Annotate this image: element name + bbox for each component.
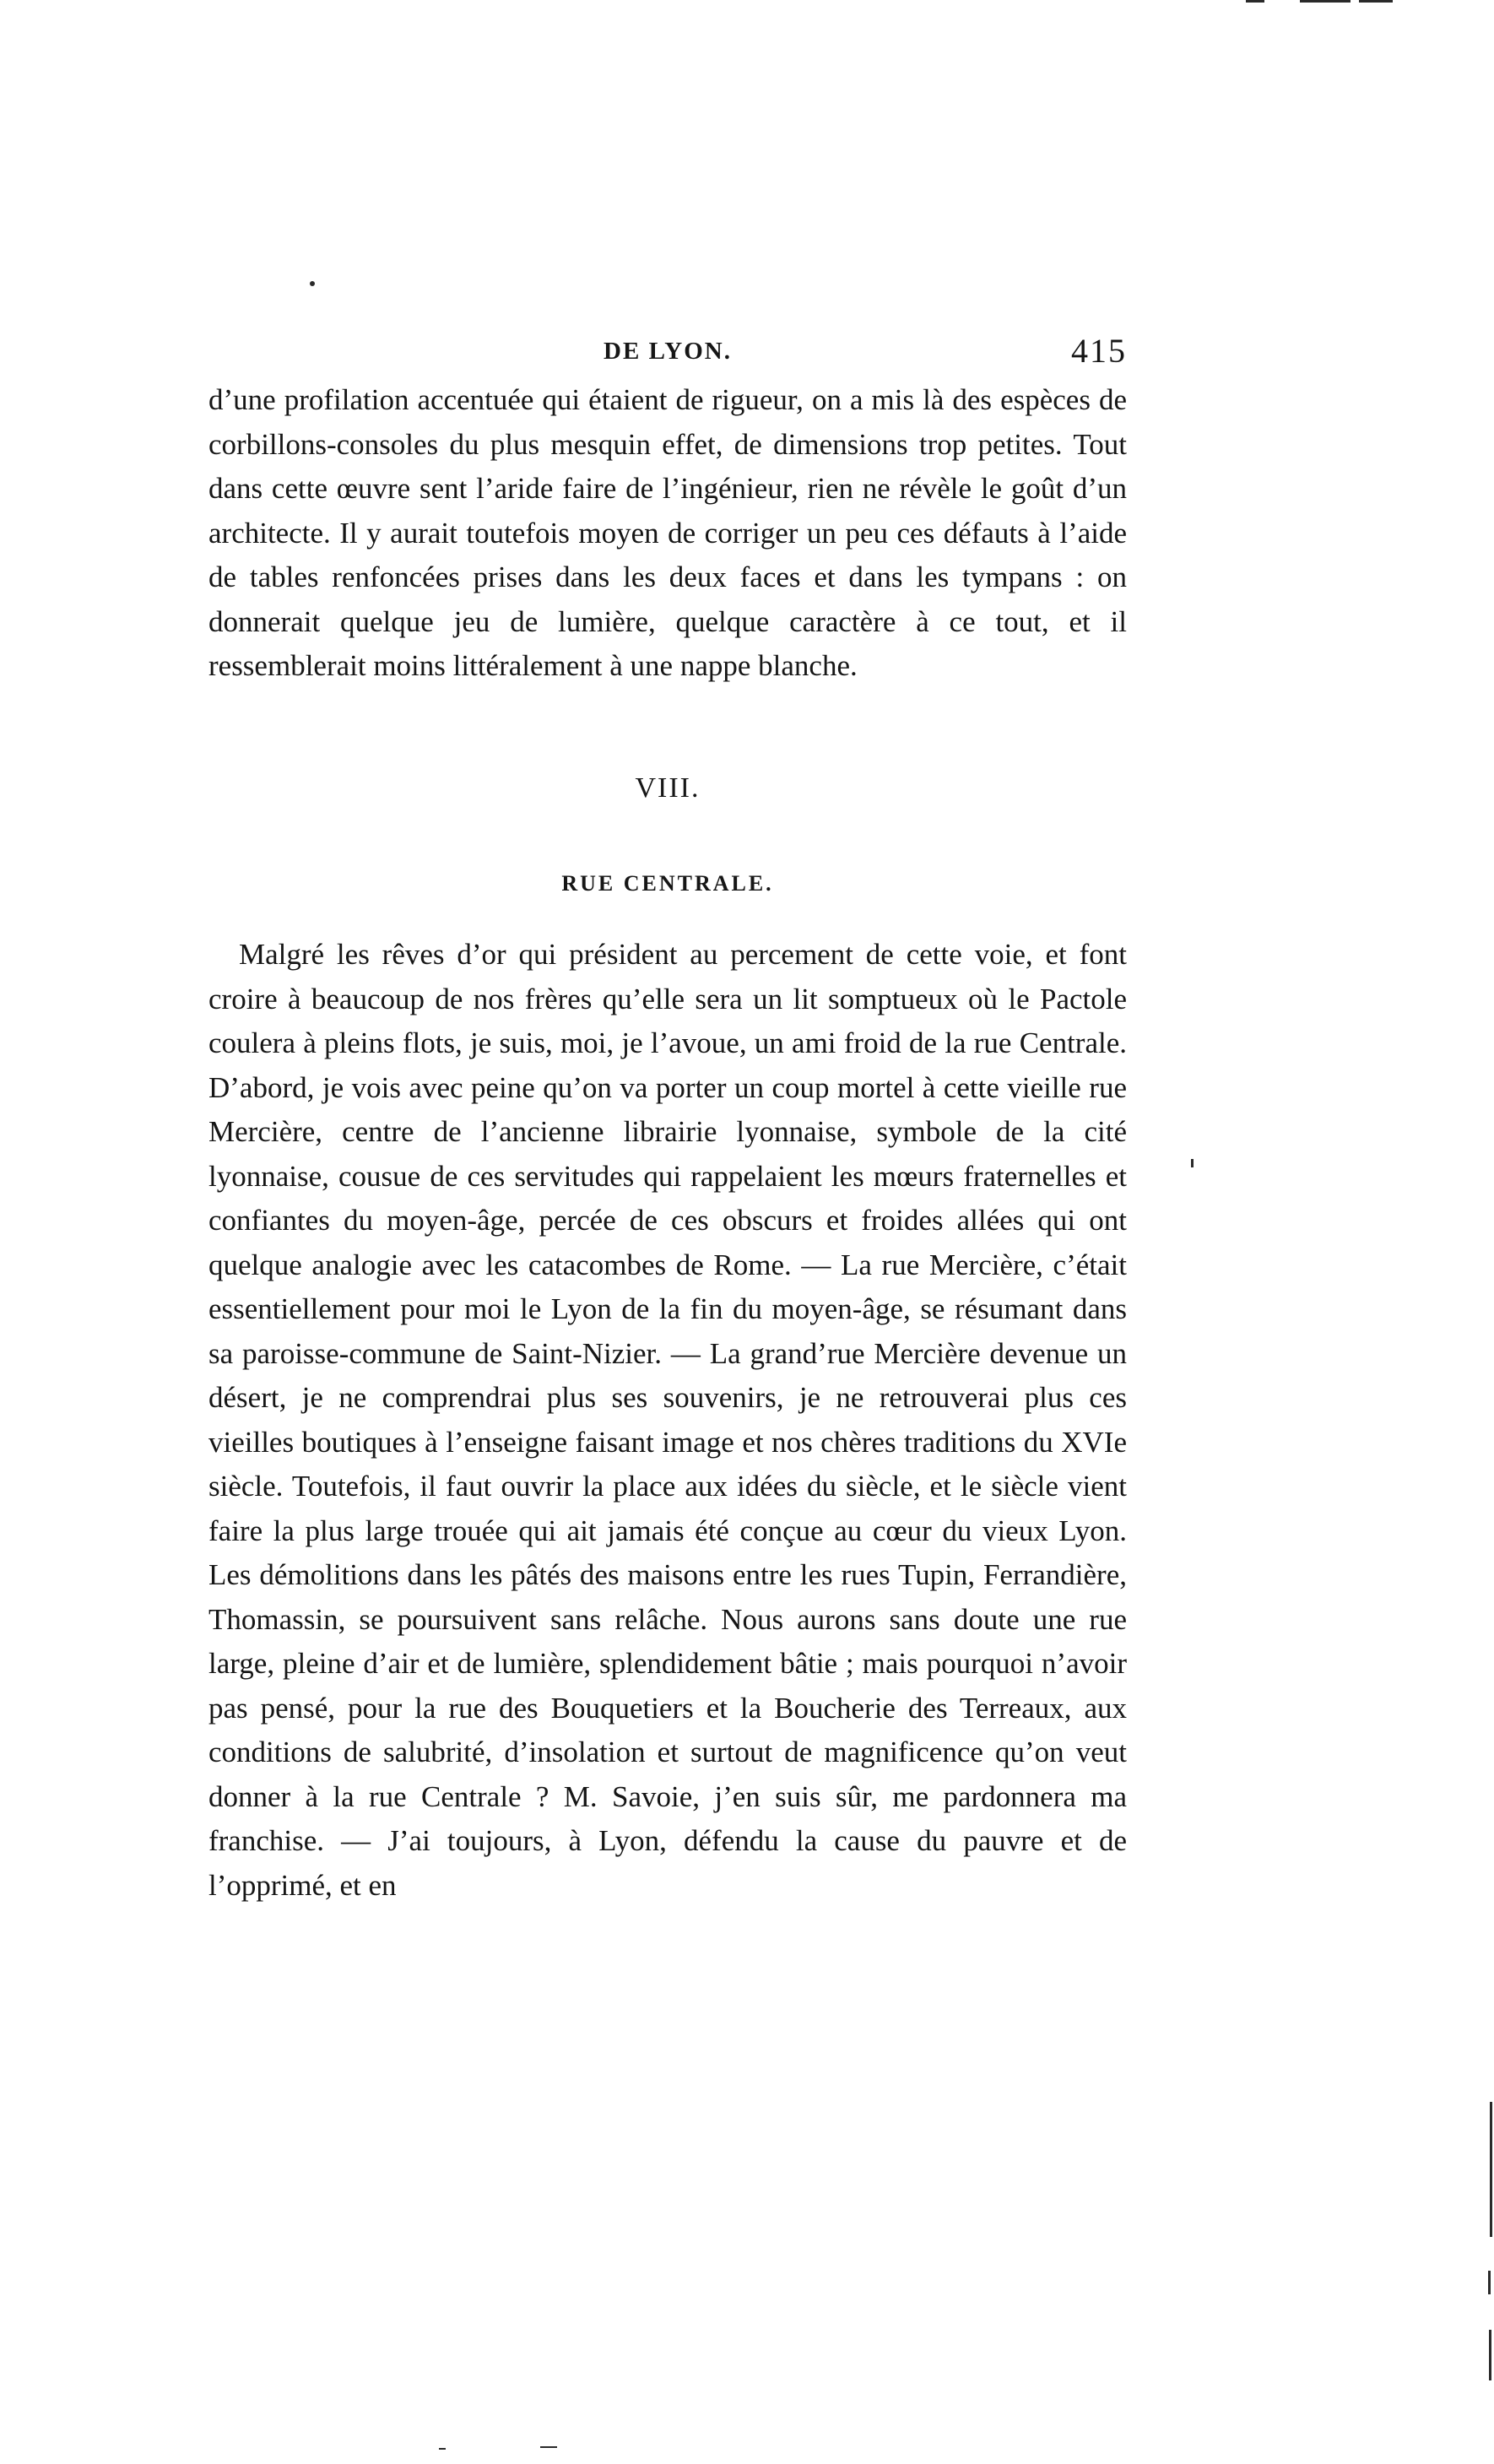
main-paragraph: Malgré les rêves d’or qui président au percement de cette voie, et font croire à beaucoup de nos frères qu’elle sera un lit somptueux où le Pactole coulera à pleins flots, je suis, moi, je l’avoue, un ami froid de la rue Centrale. D’abord, je vois avec peine qu’on va porter un coup mortel à cette vieille rue Mercière, centre de l’ancienne librairie lyonnaise, symbole de la cité lyonnaise, cousue de ces servitudes qui rappelaient les mœurs fraternelles et confiantes du moyen-âge, percée de ces obscurs et froides allées qui ont quelque analogie avec les catacombes de Rome. — La rue Mercière, c’était essentiellement pour moi le Lyon de la fin du moyen-âge, se résumant dans sa paroisse-commune de Saint-Nizier. — La grand’rue Mercière devenue un désert, je ne comprendrai plus ses souvenirs, je ne retrouverai plus ces vieilles boutiques à l’enseigne faisant image et nos chères traditions du XVIe siècle. Toutefois, il faut ouvrir la place aux idées du siècle, et le siècle vient faire la plus large trouée qui ait jamais été conçue au cœur du vieux Lyon. Les démolitions dans les pâtés des maisons entre les rues Tupin, Ferrandière, Thomassin, se poursuivent sans relâche. Nous aurons sans doute une rue large, pleine d’air et de lumière, splendidement bâtie ; mais pourquoi n’avoir pas pensé, pour la rue des Bouquetiers et la Boucherie des Terreaux, aux conditions de salubrité, d’insolation et surtout de magnificence qu’on veut donner à la rue Centrale ? M. Savoie, j’en suis sûr, me pardonnera ma franchise. — J’ai toujours, à Lyon, défendu la cause du pauvre et de l’opprimé, et en (208, 938, 1127, 1902)
section-number: VIII. (635, 772, 701, 804)
scan-mark (1359, 0, 1393, 3)
scan-mark (1488, 2271, 1491, 2294)
scan-mark (1490, 2102, 1492, 2237)
running-title: DE LYON. (604, 338, 732, 365)
main-text-block (208, 933, 1127, 1908)
scan-speck (439, 2448, 446, 2450)
section-title: RUE CENTRALE. (561, 871, 774, 896)
scan-mark (1489, 2330, 1491, 2380)
scan-speck (540, 2446, 557, 2448)
continuation-block (208, 378, 1127, 689)
scan-mark (1300, 0, 1351, 3)
page-number: 415 (1071, 332, 1127, 370)
scan-speck (310, 281, 315, 286)
page-header (208, 331, 1127, 382)
scan-speck (1191, 1159, 1194, 1167)
continuation-paragraph: d’une profilation accentuée qui étaient de rigueur, on a mis là des espèces de corbillons-consoles du plus mesquin effet, de dimensions trop petites. Tout dans cette œuvre sent l’aride faire de l’ingénieur, rien ne révèle le goût d’un architecte. Il y aurait toutefois moyen de corriger un peu ces défauts à l’aide de tables renfoncées prises dans les deux faces et dans les tympans : on donnerait quelque jeu de lumière, quelque caractère à ce tout, et il ressemblerait moins littéralement à une nappe blanche. (208, 383, 1127, 682)
scan-mark (1246, 0, 1264, 3)
